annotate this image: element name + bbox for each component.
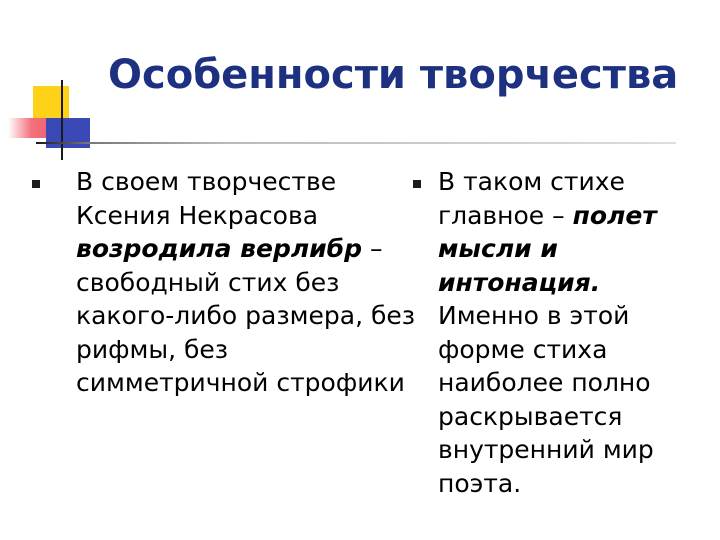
right-line-2 xyxy=(438,199,698,233)
right-line-10: поэта. xyxy=(438,468,522,498)
left-line-7: симметричной строфики xyxy=(76,368,405,397)
title-underline xyxy=(36,142,676,144)
right-line-8: раскрывается xyxy=(438,401,623,431)
bullet-square-icon xyxy=(32,180,40,188)
left-line-1: В своем творчестве xyxy=(76,167,337,196)
left-line-5: какого-либо размера, без xyxy=(76,301,416,330)
left-line-3 xyxy=(76,232,416,266)
right-line-7: наиболее полно xyxy=(438,368,651,397)
right-line-5: Именно в этой xyxy=(438,301,630,330)
right-line-2-plain: главное – xyxy=(438,200,573,230)
right-emphasis-intonatsiya: интонация. xyxy=(438,267,601,297)
left-line-4: свободный стих без xyxy=(76,267,340,297)
left-emphasis-dash: – xyxy=(362,234,383,263)
right-line-9: внутренний мир xyxy=(438,435,654,464)
slide-title: Особенности творчества xyxy=(108,52,679,98)
left-line-2: Ксения Некрасова xyxy=(76,200,319,230)
left-emphasis-verlibr: возродила верлибр xyxy=(76,234,363,263)
left-line-6: рифмы, без xyxy=(76,334,229,364)
right-text-column xyxy=(438,165,698,500)
decorative-yellow-square xyxy=(33,86,69,122)
left-text-column xyxy=(76,165,416,400)
right-line-6: форме стиха xyxy=(438,334,608,364)
right-emphasis-mysli: мысли и xyxy=(438,234,558,263)
right-line-1: В таком стихе xyxy=(438,167,625,196)
bullet-square-icon xyxy=(413,180,421,188)
right-emphasis-polet: полет xyxy=(572,200,657,230)
decorative-vertical-line xyxy=(61,80,63,160)
